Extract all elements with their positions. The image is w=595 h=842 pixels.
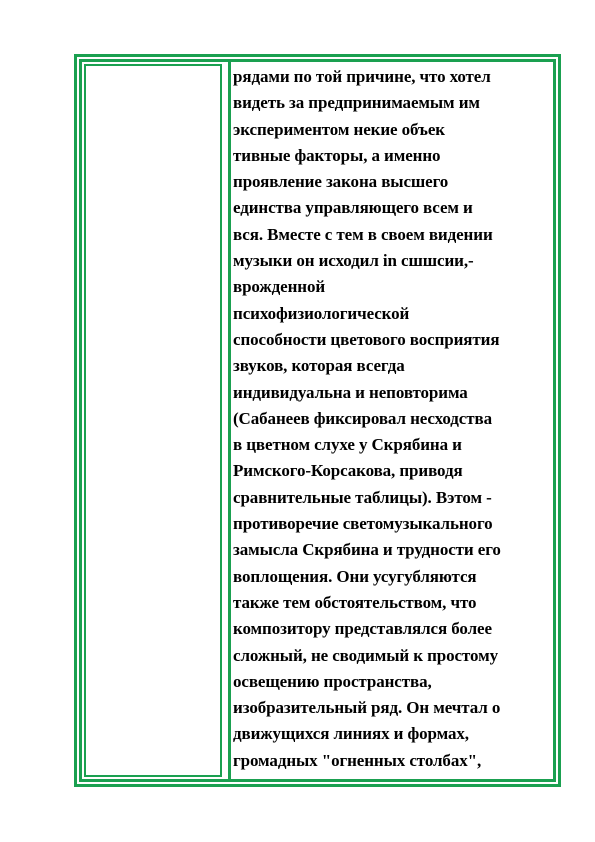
text-line: также тем обстоятельством, что [233, 592, 477, 612]
text-line: воплощения. Они усугубляются [233, 566, 477, 586]
text-line: громадных "огненных столбах", [233, 750, 482, 770]
text-line: психофизиологической [233, 303, 410, 323]
text-line: вся. Вместе с тем в своем видении [233, 224, 493, 244]
text-line: движущихся линиях и формах, [233, 724, 469, 744]
text-line: композитору представлялся более [233, 619, 492, 639]
empty-left-cell [84, 64, 222, 777]
text-line: единства управляющего всем и [233, 198, 473, 218]
text-line: Римского-Корсакова, приводя [233, 461, 463, 481]
text-line: врожденной [233, 277, 326, 297]
text-line: музыки он исходил in сшшсии,- [233, 251, 474, 271]
text-line: в цветном слухе у Скрябина и [233, 435, 462, 455]
text-line: звуков, которая всегда [233, 356, 405, 376]
text-line: видеть за предпринимаемым им [233, 93, 480, 113]
text-line: сравнительные таблицы). Вэтом - [233, 487, 492, 507]
text-line: противоречие светомузыкального [233, 514, 493, 534]
text-line: способности цветового восприятия [233, 329, 500, 349]
text-line: рядами по той причине, что хотел [233, 67, 491, 86]
text-cell [233, 64, 553, 776]
text-line: тивные факторы, а именно [233, 145, 441, 165]
text-line: (Сабанеев фиксировал несходства [233, 408, 492, 428]
text-line: экспериментом некие объек [233, 119, 445, 139]
column-divider [228, 59, 231, 782]
text-line: освещению пространства, [233, 671, 432, 691]
text-line: проявление закона высшего [233, 172, 449, 192]
text-line: сложный, не сводимый к простому [233, 645, 498, 665]
text-line: изобразительный ряд. Он мечтал о [233, 698, 501, 718]
text-line: замысла Скрябина и трудности его [233, 540, 501, 560]
text-line: индивидуальна и неповторима [233, 382, 468, 402]
